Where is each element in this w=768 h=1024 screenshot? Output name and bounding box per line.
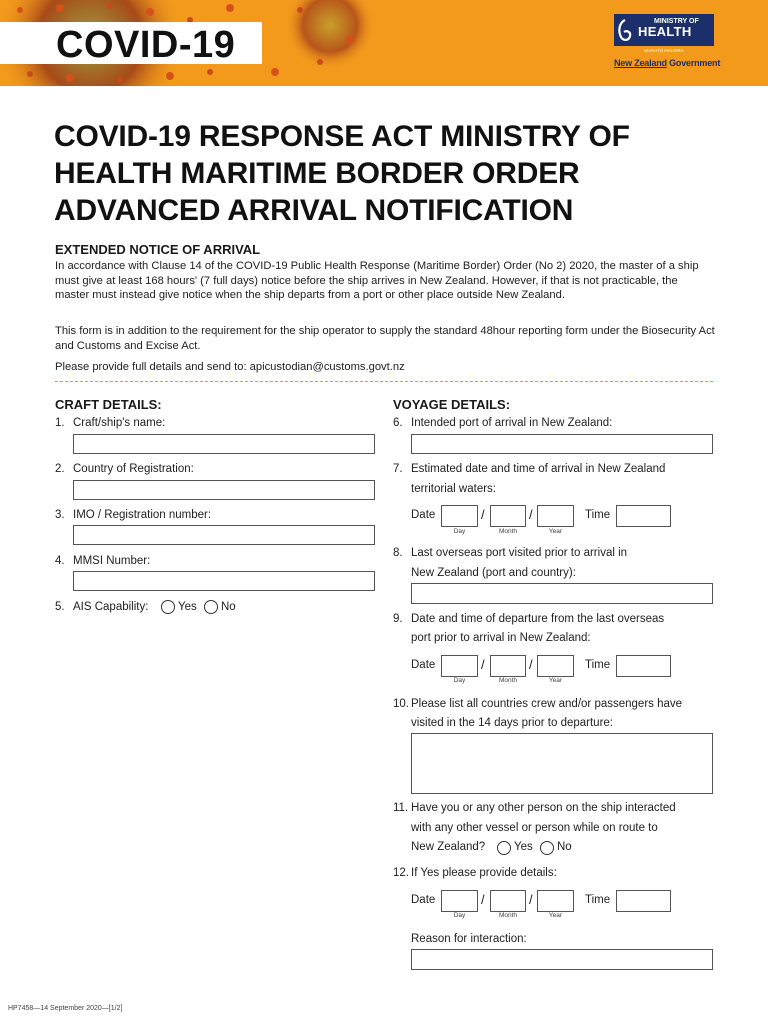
- nz-gov-suffix: Government: [666, 58, 721, 68]
- q12-month-field[interactable]: [490, 890, 526, 912]
- q7-year-field[interactable]: [537, 505, 574, 527]
- reason-field[interactable]: [411, 949, 713, 970]
- q9-slash-1: /: [481, 657, 485, 672]
- countries-visited-field[interactable]: [411, 733, 713, 794]
- q12-label: If Yes please provide details:: [411, 867, 557, 879]
- q11-label-line3: New Zealand?: [411, 841, 486, 853]
- intro-paragraph-2: This form is in addition to the requirement for the ship operator to supply the standard 48hour reporting form under the Biosecurity Act and Customs and Excise Act.: [55, 325, 715, 352]
- q11-label-line1: Have you or any other person on the ship interacted: [411, 802, 676, 814]
- interaction-yes-label: Yes: [514, 841, 533, 853]
- q10-label-line2: visited in the 14 days prior to departure:: [411, 717, 614, 729]
- q8-label-line2: New Zealand (port and country):: [411, 567, 576, 579]
- q4-number: 4.: [55, 555, 65, 567]
- q9-month-field[interactable]: [490, 655, 526, 677]
- q10-label-line1: Please list all countries crew and/or passengers have: [411, 698, 683, 710]
- nz-gov-prefix: New Zealand: [614, 58, 667, 68]
- q9-day-caption: Day: [453, 677, 466, 684]
- q3-number: 3.: [55, 509, 65, 521]
- q7-year-caption: Year: [548, 528, 563, 535]
- q7-month-caption: Month: [498, 528, 518, 535]
- ais-yes-label: Yes: [178, 601, 197, 613]
- mmsi-number-field[interactable]: [73, 571, 375, 591]
- footer-reference: HP7458—14 September 2020—[1/2]: [8, 1005, 123, 1012]
- intro-paragraph-1: In accordance with Clause 14 of the COVID-19 Public Health Response (Maritime Border) Order (No 2) 2020, the master of a ship must give at least 168 hours' (7 full days) notice before the ship arrives in New Zealand. However, if that is not practicable, the master must instead give notice when the ship departs from a port or other place outside New Zealand.: [55, 260, 699, 301]
- q11-label-line2: with any other vessel or person while on route to: [411, 822, 658, 834]
- q9-date-label: Date: [411, 659, 436, 671]
- q6-label: Intended port of arrival in New Zealand:: [411, 417, 613, 429]
- q12-date-label: Date: [411, 894, 436, 906]
- section-divider: [55, 381, 713, 382]
- interaction-yes-radio[interactable]: [497, 841, 511, 855]
- q10-number: 10.: [393, 698, 409, 710]
- q12-year-field[interactable]: [537, 890, 574, 912]
- q11-number: 11.: [393, 802, 409, 814]
- q6-number: 6.: [393, 417, 403, 429]
- q9-slash-2: /: [529, 657, 533, 672]
- q12-day-caption: Day: [453, 912, 466, 919]
- q9-day-field[interactable]: [441, 655, 478, 677]
- moh-koru-icon: [616, 17, 634, 43]
- interaction-no-label: No: [557, 841, 572, 853]
- q12-slash-2: /: [529, 892, 533, 907]
- q7-date-label: Date: [411, 509, 436, 521]
- covid-title: COVID-19: [56, 24, 236, 66]
- extended-notice-heading: EXTENDED NOTICE OF ARRIVAL: [55, 242, 261, 257]
- q7-slash-1: /: [481, 507, 485, 522]
- q9-time-field[interactable]: [616, 655, 671, 677]
- q12-month-caption: Month: [498, 912, 518, 919]
- q7-slash-2: /: [529, 507, 533, 522]
- q8-number: 8.: [393, 547, 403, 559]
- q9-label-line1: Date and time of departure from the last overseas: [411, 613, 665, 625]
- q9-number: 9.: [393, 613, 403, 625]
- q12-time-label: Time: [585, 894, 611, 906]
- q12-year-caption: Year: [548, 912, 563, 919]
- header-banner: [0, 0, 768, 86]
- ministry-of-health-logo: [614, 14, 714, 46]
- q1-number: 1.: [55, 417, 65, 429]
- q2-number: 2.: [55, 463, 65, 475]
- reason-label: Reason for interaction:: [411, 933, 527, 945]
- q7-time-field[interactable]: [616, 505, 671, 527]
- q7-time-label: Time: [585, 509, 611, 521]
- q12-number: 12.: [393, 867, 409, 879]
- ais-yes-radio[interactable]: [161, 600, 175, 614]
- q12-day-field[interactable]: [441, 890, 478, 912]
- ministry-line1: MINISTRY OF: [654, 18, 699, 25]
- q7-label-line2: territorial waters:: [411, 483, 496, 495]
- imo-number-field[interactable]: [73, 525, 375, 545]
- q1-label: Craft/ship's name:: [73, 417, 166, 429]
- port-of-arrival-field[interactable]: [411, 434, 713, 454]
- q9-month-caption: Month: [498, 677, 518, 684]
- q7-day-field[interactable]: [441, 505, 478, 527]
- q9-label-line2: port prior to arrival in New Zealand:: [411, 632, 591, 644]
- q9-time-label: Time: [585, 659, 611, 671]
- ais-no-label: No: [221, 601, 236, 613]
- nz-government-logo: [614, 58, 720, 68]
- craft-name-field[interactable]: [73, 434, 375, 454]
- q5-label: AIS Capability:: [73, 601, 149, 613]
- interaction-no-radio[interactable]: [540, 841, 554, 855]
- q7-day-caption: Day: [453, 528, 466, 535]
- q4-label: MMSI Number:: [73, 555, 151, 567]
- voyage-details-heading: VOYAGE DETAILS:: [393, 397, 511, 412]
- q2-label: Country of Registration:: [73, 463, 194, 475]
- q7-number: 7.: [393, 463, 403, 475]
- ministry-line2: HEALTH: [638, 24, 692, 39]
- q3-label: IMO / Registration number:: [73, 509, 212, 521]
- q7-label-line1: Estimated date and time of arrival in New Zealand: [411, 463, 666, 475]
- ais-no-radio[interactable]: [204, 600, 218, 614]
- intro-paragraph-3: Please provide full details and send to: apicustodian@customs.govt.nz: [55, 361, 405, 373]
- q5-number: 5.: [55, 601, 65, 613]
- craft-details-heading: CRAFT DETAILS:: [55, 397, 162, 412]
- q8-label-line1: Last overseas port visited prior to arrival in: [411, 547, 628, 559]
- q9-year-caption: Year: [548, 677, 563, 684]
- last-port-field[interactable]: [411, 583, 713, 604]
- q12-time-field[interactable]: [616, 890, 671, 912]
- q9-year-field[interactable]: [537, 655, 574, 677]
- q12-slash-1: /: [481, 892, 485, 907]
- form-title: COVID-19 RESPONSE ACT MINISTRY OF HEALTH MARITIME BORDER ORDER ADVANCED ARRIVAL NOTIFICATION: [54, 120, 630, 227]
- country-registration-field[interactable]: [73, 480, 375, 500]
- ministry-line3: MANATŪ HAUORA: [644, 48, 684, 53]
- q7-month-field[interactable]: [490, 505, 526, 527]
